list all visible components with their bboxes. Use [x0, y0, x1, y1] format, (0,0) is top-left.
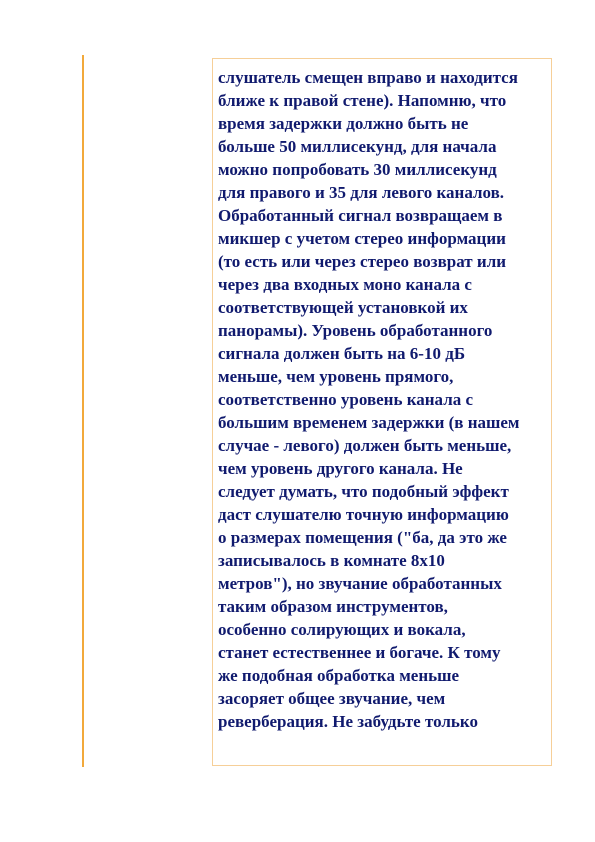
text-line: время задержки должно быть не: [218, 114, 469, 133]
text-line: таким образом инструментов,: [218, 597, 448, 616]
body-paragraph: [218, 66, 547, 733]
text-line: Обработанный сигнал возвращаем в: [218, 206, 503, 225]
text-line: станет естественнее и богаче. К тому: [218, 643, 501, 662]
text-line: большим временем задержки (в нашем: [218, 413, 520, 432]
text-line: панорамы). Уровень обработанного: [218, 321, 493, 340]
text-line: меньше, чем уровень прямого,: [218, 367, 454, 386]
text-line: сигнала должен быть на 6-10 дБ: [218, 344, 466, 363]
text-line: ближе к правой стене). Напомню, что: [218, 91, 507, 110]
text-line: слушатель смещен вправо и находится: [218, 68, 518, 87]
text-line: (то есть или через стерео возврат или: [218, 252, 507, 271]
text-line: больше 50 миллисекунд, для начала: [218, 137, 497, 156]
text-line: чем уровень другого канала. Не: [218, 459, 463, 478]
text-line: записывалось в комнате 8х10: [218, 551, 445, 570]
text-line: же подобная обработка меньше: [218, 666, 459, 685]
text-line: соответствующей установкой их: [218, 298, 468, 317]
text-frame: [212, 58, 552, 766]
text-line: через два входных моно канала с: [218, 275, 472, 294]
text-line: для правого и 35 для левого каналов.: [218, 183, 505, 202]
text-line: засоряет общее звучание, чем: [218, 689, 446, 708]
text-line: случае - левого) должен быть меньше,: [218, 436, 512, 455]
margin-rule: [82, 55, 84, 767]
text-line: соответственно уровень канала с: [218, 390, 474, 409]
text-line: микшер с учетом стерео информации: [218, 229, 506, 248]
text-line: следует думать, что подобный эффект: [218, 482, 509, 501]
text-line: о размерах помещения ("ба, да это же: [218, 528, 507, 547]
text-line: можно попробовать 30 миллисекунд: [218, 160, 497, 179]
text-line: метров"), но звучание обработанных: [218, 574, 502, 593]
text-line: особенно солирующих и вокала,: [218, 620, 466, 639]
text-line: реверберация. Не забудьте только: [218, 712, 478, 731]
text-line: даст слушателю точную информацию: [218, 505, 509, 524]
